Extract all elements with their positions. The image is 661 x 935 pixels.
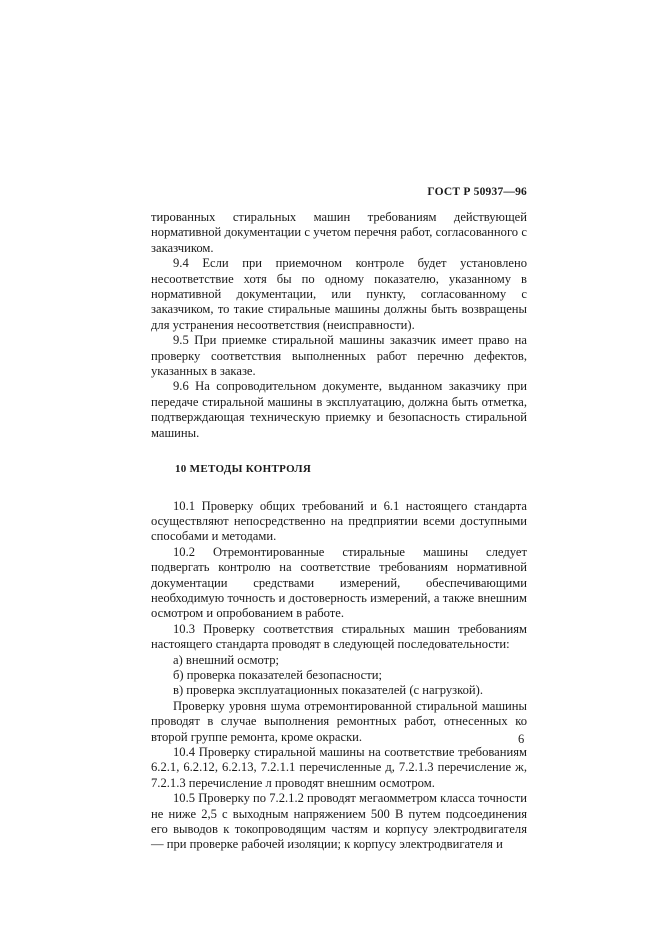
paragraph-10-2: 10.2 Отремонтированные стиральные машины следует подвергать контролю на соответствие требованиям нормативной документации средствами измерений, обеспечивающими необходимую точность и достоверность измерений, а также внешним осмотром и опробованием в работе.: [151, 544, 527, 621]
paragraph-9-5: 9.5 При приемке стиральной машины заказчик имеет право на проверку соответствия выполненных работ перечню дефектов, указанных в заказе.: [151, 333, 527, 379]
list-item: б) проверка показателей безопасности;: [173, 667, 382, 682]
paragraph-10-5: 10.5 Проверку по 7.2.1.2 проводят мегаомметром класса точности не ниже 2,5 с выходным напряжением 500 В путем подсоединения его выводов к токопроводящим частям и корпусу электродвигателя — при проверке рабочей изоляции; к корпусу электродвигателя и: [151, 791, 527, 852]
paragraph-9-6: 9.6 На сопроводительном документе, выданном заказчику при передаче стиральной машины в эксплуатацию, должна быть отметка, подтверждающая техническую приемку и безопасность стиральной машины.: [151, 379, 527, 440]
paragraph-10-1: 10.1 Проверку общих требований и 6.1 настоящего стандарта осуществляют непосредственно на предприятии всеми доступными способами и методами.: [151, 498, 527, 544]
list-item: а) внешний осмотр;: [173, 652, 280, 667]
document-body: [151, 210, 527, 853]
section-title: 10 МЕТОДЫ КОНТРОЛЯ: [175, 463, 312, 476]
paragraph-continuation: тированных стиральных машин требованиям действующей нормативной документации с учетом перечня работ, согласованного с заказчиком.: [151, 210, 527, 255]
page-number: 6: [518, 732, 525, 746]
paragraph-noise: Проверку уровня шума отремонтированной стиральной машины проводят в случае выполнения ремонтных работ, отнесенных ко второй группе ремонта, кроме окраски.: [151, 698, 527, 744]
paragraph-10-3: 10.3 Проверку соответствия стиральных машин требованиям настоящего стандарта проводят в следующей последовательности:: [151, 621, 527, 652]
paragraph-9-4: 9.4 Если при приемочном контроле будет установлено несоответствие хотя бы по одному показателю, указанному в нормативной документации, или пункту, согласованному с заказчиком, то такие стиральные машины должны быть возвращены для устранения несоответствия (неисправности).: [151, 256, 527, 332]
paragraph-10-4: 10.4 Проверку стиральной машины на соответствие требованиям 6.2.1, 6.2.12, 6.2.13, 7.2.1.1 перечисленные д, 7.2.1.3 перечисление ж, 7.2.1.3 перечисление л проводят внешним осмотром.: [151, 745, 527, 790]
standard-header: ГОСТ Р 50937—96: [427, 186, 527, 198]
list-item: в) проверка эксплуатационных показателей (с нагрузкой).: [173, 683, 484, 698]
